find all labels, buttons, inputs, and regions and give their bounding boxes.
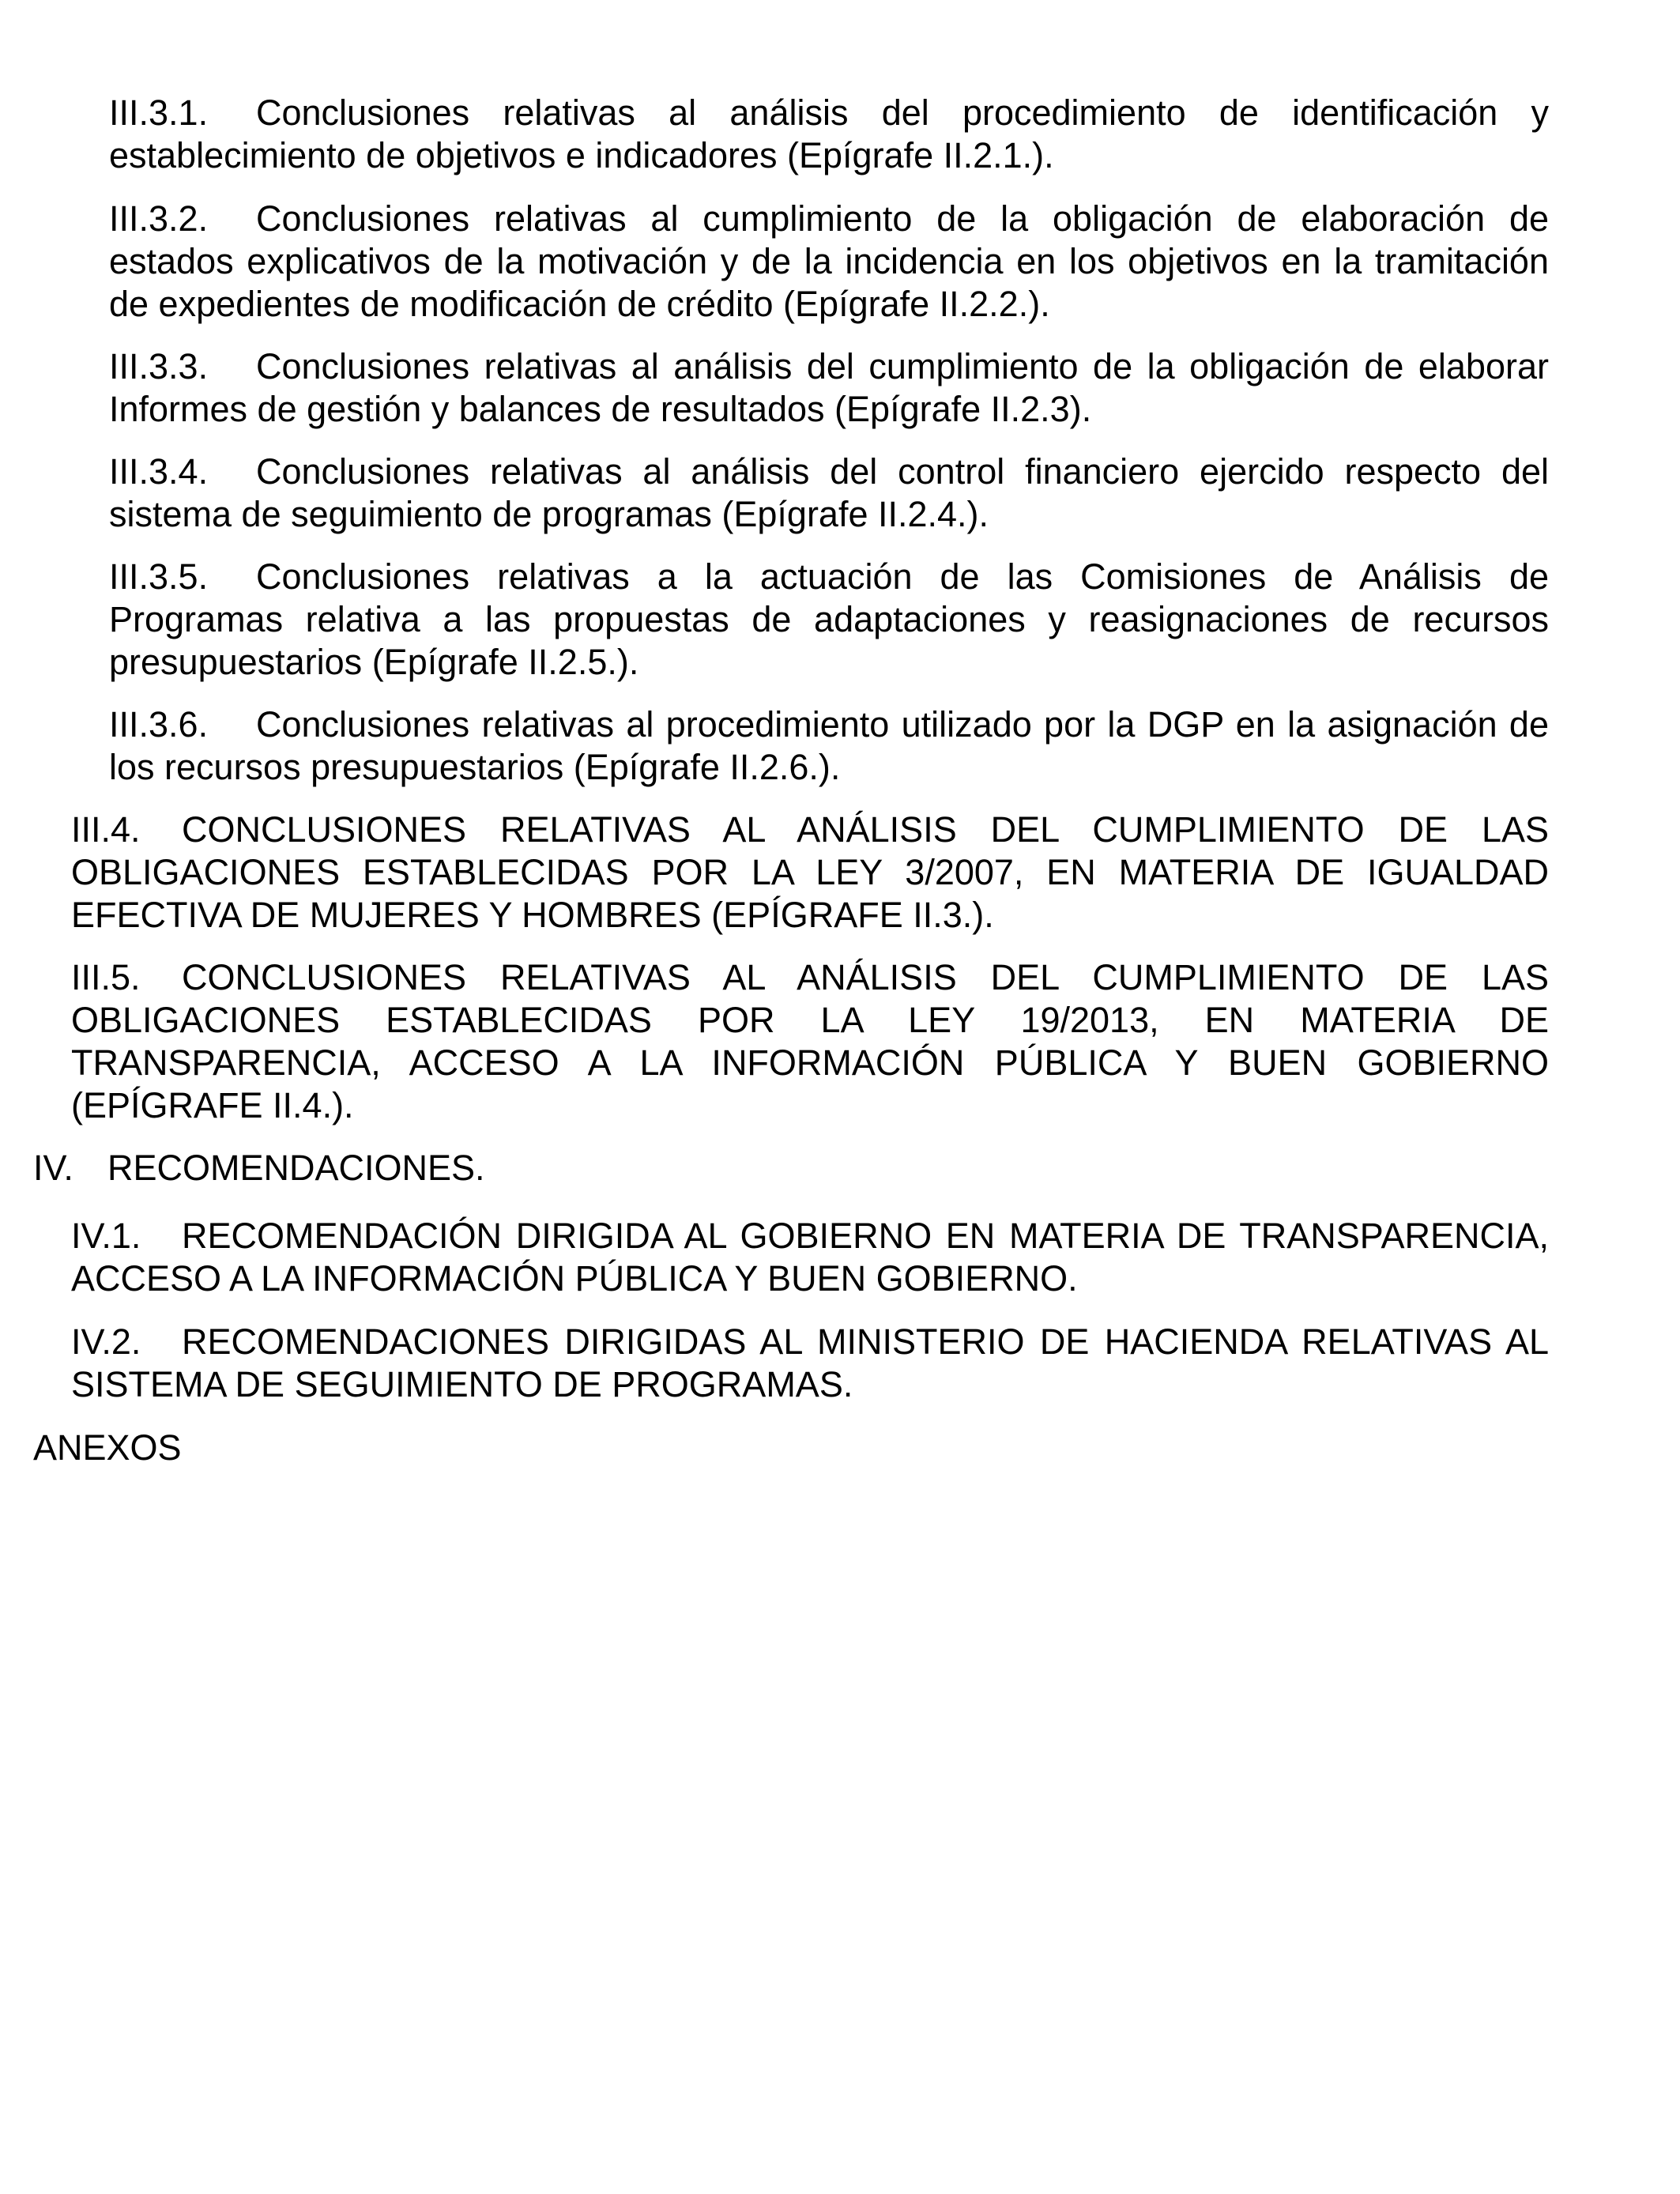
entry-number: III.3.1. (109, 92, 209, 133)
entry-number: III.3.3. (109, 346, 209, 386)
entry-text: RECOMENDACIONES DIRIGIDAS AL MINISTERIO DE HACIENDA RELATIVAS AL SISTEMA DE SEGUIMIENTO DE PROGRAMAS. (71, 1321, 1549, 1404)
entry-number: III.3.6. (109, 704, 209, 745)
entry-number: IV. (33, 1148, 73, 1188)
entry-text: RECOMENDACIONES. (107, 1148, 485, 1188)
entry-number: IV.2. (71, 1321, 141, 1362)
toc-entry-iii-3-4 (109, 450, 1549, 536)
toc-entry-iii-3-6 (109, 703, 1549, 789)
entry-number: III.5. (71, 957, 141, 997)
toc-entry-iv (33, 1147, 1549, 1189)
entry-text: Conclusiones relativas al cumplimiento de la obligación de elaboración de estados explicativos de la motivación y de la incidencia en los objetivos en la tramitación de expedientes de modificación de crédito (Epígrafe II.2.2.). (109, 198, 1549, 324)
toc-entry-iii-3-5 (109, 556, 1549, 684)
entry-number: III.4. (71, 809, 141, 850)
toc-entry-iii-5 (71, 956, 1549, 1127)
entry-text: Conclusiones relativas al análisis del control financiero ejercido respecto del sistema de seguimiento de programas (Epígrafe II.2.4.). (109, 451, 1549, 534)
entry-number: IV.1. (71, 1216, 141, 1256)
entry-number: III.3.4. (109, 451, 209, 492)
entry-text: Conclusiones relativas al procedimiento utilizado por la DGP en la asignación de los recursos presupuestarios (Epígrafe II.2.6.). (109, 704, 1549, 787)
toc-entry-iv-2 (71, 1321, 1549, 1406)
toc-entry-iii-4 (71, 809, 1549, 937)
toc-entry-anexos (33, 1427, 1549, 1469)
toc-entry-iv-1 (71, 1215, 1549, 1300)
entry-text: Conclusiones relativas al análisis del cumplimiento de la obligación de elaborar Informes de gestión y balances de resultados (Epígrafe II.2.3). (109, 346, 1549, 429)
toc-entry-iii-3-2 (109, 198, 1549, 326)
toc-entry-iii-3-1 (109, 92, 1549, 177)
entry-text: Conclusiones relativas al análisis del procedimiento de identificación y establecimiento de objetivos e indicadores (Epígrafe II.2.1.). (109, 92, 1549, 175)
entry-text: CONCLUSIONES RELATIVAS AL ANÁLISIS DEL CUMPLIMIENTO DE LAS OBLIGACIONES ESTABLECIDAS POR LA LEY 3/2007, EN MATERIA DE IGUALDAD EFECTIVA DE MUJERES Y HOMBRES (EPÍGRAFE II.3.). (71, 809, 1549, 935)
entry-number: III.3.5. (109, 556, 209, 597)
entry-text: CONCLUSIONES RELATIVAS AL ANÁLISIS DEL CUMPLIMIENTO DE LAS OBLIGACIONES ESTABLECIDAS POR LA LEY 19/2013, EN MATERIA DE TRANSPARENCIA, ACCESO A LA INFORMACIÓN PÚBLICA Y BUEN GOBIERNO (EPÍGRAFE II.4.). (71, 957, 1549, 1125)
entry-text: Conclusiones relativas a la actuación de las Comisiones de Análisis de Programas relativa a las propuestas de adaptaciones y reasignaciones de recursos presupuestarios (Epígrafe II.2.5.). (109, 556, 1549, 682)
toc-entry-iii-3-3 (109, 345, 1549, 431)
entry-text: ANEXOS (33, 1427, 182, 1468)
entry-text: RECOMENDACIÓN DIRIGIDA AL GOBIERNO EN MATERIA DE TRANSPARENCIA, ACCESO A LA INFORMACIÓN PÚBLICA Y BUEN GOBIERNO. (71, 1216, 1549, 1299)
entry-number: III.3.2. (109, 198, 209, 239)
